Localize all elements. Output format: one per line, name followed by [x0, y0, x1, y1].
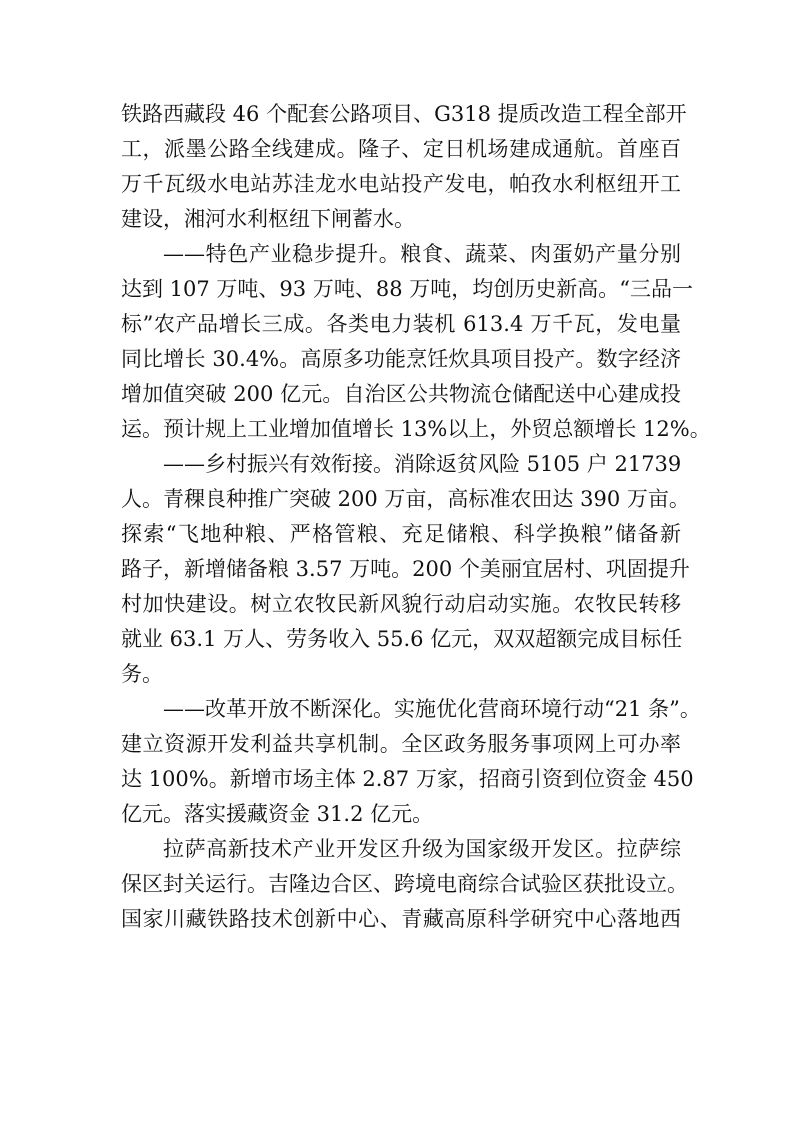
text-line: 务。 [121, 662, 163, 686]
text-line: ——特色产业稳步提升。粮食、蔬菜、肉蛋奶产量分别 [163, 242, 681, 266]
text-line: 运。预计规上工业增加值增长 13%以上，外贸总额增长 12%。 [121, 417, 711, 441]
text-line: 达到 107 万吨、93 万吨、88 万吨，均创历史新高。“三品一 [121, 277, 693, 301]
paragraph-rural-revitalization [121, 447, 690, 692]
text-line: 路子，新增储备粮 3.57 万吨。200 个美丽宜居村、巩固提升 [121, 557, 690, 581]
text-line: 保区封关运行。吉隆边合区、跨境电商综合试验区获批设立。 [121, 872, 688, 896]
text-line: 拉萨高新技术产业开发区升级为国家级开发区。拉萨综 [163, 837, 681, 861]
text-line: 建立资源开发利益共享机制。全区政务服务事项网上可办率 [121, 732, 681, 756]
paragraph-reform-opening [121, 692, 701, 832]
text-line: 增加值突破 200 亿元。自治区公共物流仓储配送中心建成投 [121, 382, 681, 406]
text-line: 人。青稞良种推广突破 200 万亩，高标准农田达 390 万亩。 [121, 487, 690, 511]
body-text [121, 97, 711, 937]
text-line: 亿元。落实援藏资金 31.2 亿元。 [121, 802, 434, 826]
text-line: 达 100%。新增市场主体 2.87 万家，招商引资到位资金 450 [121, 767, 694, 791]
paragraph-industry [121, 237, 711, 447]
text-line: 探索“飞地种粮、严格管粮、充足储粮、科学换粮”储备新 [121, 522, 681, 546]
text-line: 万千瓦级水电站苏洼龙水电站投产发电，帕孜水利枢纽开工 [121, 172, 681, 196]
text-line: 国家川藏铁路技术创新中心、青藏高原科学研究中心落地西 [121, 907, 681, 931]
text-line: 工，派墨公路全线建成。隆子、定日机场建成通航。首座百 [121, 137, 681, 161]
paragraph-infrastructure [121, 97, 687, 237]
text-line: 同比增长 30.4%。高原多功能烹饪炊具项目投产。数字经济 [121, 347, 681, 371]
text-line: 铁路西藏段 46 个配套公路项目、G318 提质改造工程全部开 [121, 102, 687, 126]
text-line: ——改革开放不断深化。实施优化营商环境行动“21 条”。 [163, 697, 701, 721]
text-line: 建设，湘河水利枢纽下闸蓄水。 [121, 207, 415, 231]
paragraph-development-zones [121, 832, 688, 937]
text-line: 村加快建设。树立农牧民新风貌行动启动实施。农牧民转移 [121, 592, 681, 616]
text-line: 标”农产品增长三成。各类电力装机 613.4 万千瓦，发电量 [121, 312, 681, 336]
text-line: 就业 63.1 万人、劳务收入 55.6 亿元，双双超额完成目标任 [121, 627, 683, 651]
text-line: ——乡村振兴有效衔接。消除返贫风险 5105 户 21739 [163, 452, 682, 476]
